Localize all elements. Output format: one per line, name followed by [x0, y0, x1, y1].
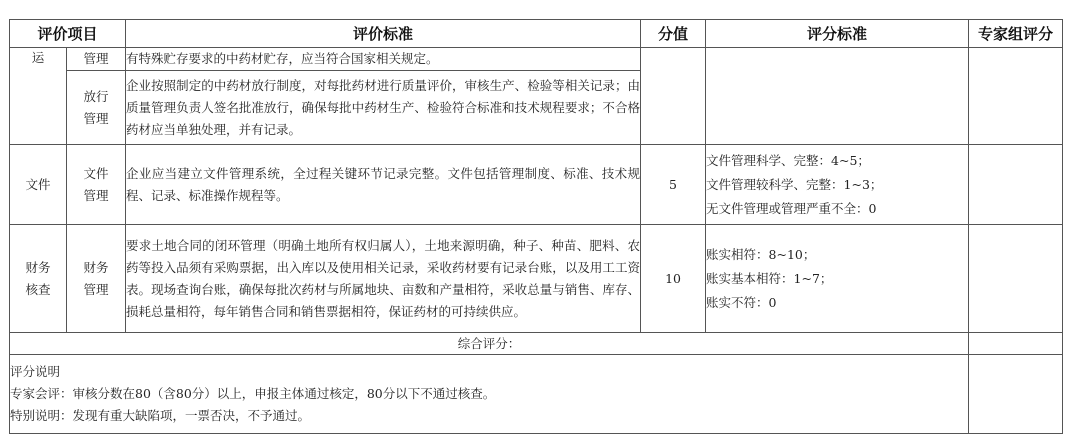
- subcategory-finance: 财务管理: [67, 225, 126, 333]
- finance-points: 10: [641, 225, 706, 333]
- storage-standard-text: 有特殊贮存要求的中药材贮存，应当符合国家相关规定。: [126, 48, 641, 71]
- header-expert: 专家组评分: [969, 20, 1063, 48]
- subcategory-storage: 管理: [67, 48, 126, 71]
- table-row: [10, 145, 1063, 225]
- points-cell-transport: [641, 48, 706, 145]
- notes-special-line: 特别说明：发现有重大缺陷项，一票否决，不予通过。: [10, 408, 311, 423]
- overall-score-label: 综合评分：: [10, 333, 969, 355]
- scoring-line: 账实相符：8~10；: [706, 246, 816, 262]
- documents-scoring: [706, 145, 969, 225]
- header-points: 分值: [641, 20, 706, 48]
- header-row: [10, 20, 1063, 48]
- header-standard: 评价标准: [126, 20, 641, 48]
- table-row: [10, 48, 1063, 71]
- table-row: [10, 225, 1063, 333]
- header-scoring: 评分标准: [706, 20, 969, 48]
- scoring-line: 文件管理科学、完整：4~5；: [706, 152, 870, 168]
- subcategory-documents: 文件管理: [67, 145, 126, 225]
- expert-cell-documents: [969, 145, 1063, 225]
- expert-cell-transport: [969, 48, 1063, 145]
- summary-row: [10, 333, 1063, 355]
- expert-cell-finance: [969, 225, 1063, 333]
- category-documents: 文件: [10, 145, 67, 225]
- category-finance: 财务核查: [10, 225, 67, 333]
- scoring-line: 账实不符：0: [706, 294, 777, 310]
- category-transport: 运: [10, 48, 67, 145]
- scoring-line: 账实基本相符：1~7；: [706, 270, 833, 286]
- evaluation-table: [9, 19, 1063, 434]
- scoring-cell-transport: [706, 48, 969, 145]
- notes-title: 评分说明: [10, 364, 61, 379]
- overall-score-cell: [969, 333, 1063, 355]
- subcategory-release: 放行管理: [67, 71, 126, 145]
- notes-expert-cell: [969, 355, 1063, 434]
- documents-standard-text: 企业应当建立文件管理系统，全过程关键环节记录完整。文件包括管理制度、标准、技术规程、记录、标准操作规程等。: [126, 145, 641, 225]
- finance-standard-text: 要求土地合同的闭环管理（明确土地所有权归属人），土地来源明确，种子、种苗、肥料、农药等投入品须有采购票据，出入库以及使用相关记录，采收药材要有记录台账，以及用工工资表。现场查询台账，确保每批次药材与所属地块、亩数和产量相符，采收总量与销售、库存、损耗总量相符，每年销售合同和销售票据相符，保证药材的可持续供应。: [126, 225, 641, 333]
- scoring-line: 无文件管理或管理严重不全：0: [706, 200, 877, 216]
- documents-points: 5: [641, 145, 706, 225]
- notes-expert-line: 专家会评：审核分数在80（含80分）以上，申报主体通过核定，80分以下不通过核查。: [10, 386, 496, 401]
- release-standard-text: 企业按照制定的中药材放行制度，对每批药材进行质量评价，审核生产、检验等相关记录；由质量管理负责人签名批准放行，确保每批中药材生产、检验符合标准和技术规程要求；不合格药材应当单独处理，并有记录。: [126, 71, 641, 145]
- header-item: 评价项目: [10, 20, 126, 48]
- scoring-notes: [10, 355, 969, 434]
- finance-scoring: [706, 225, 969, 333]
- scoring-line: 文件管理较科学、完整：1~3；: [706, 176, 883, 192]
- notes-row: [10, 355, 1063, 434]
